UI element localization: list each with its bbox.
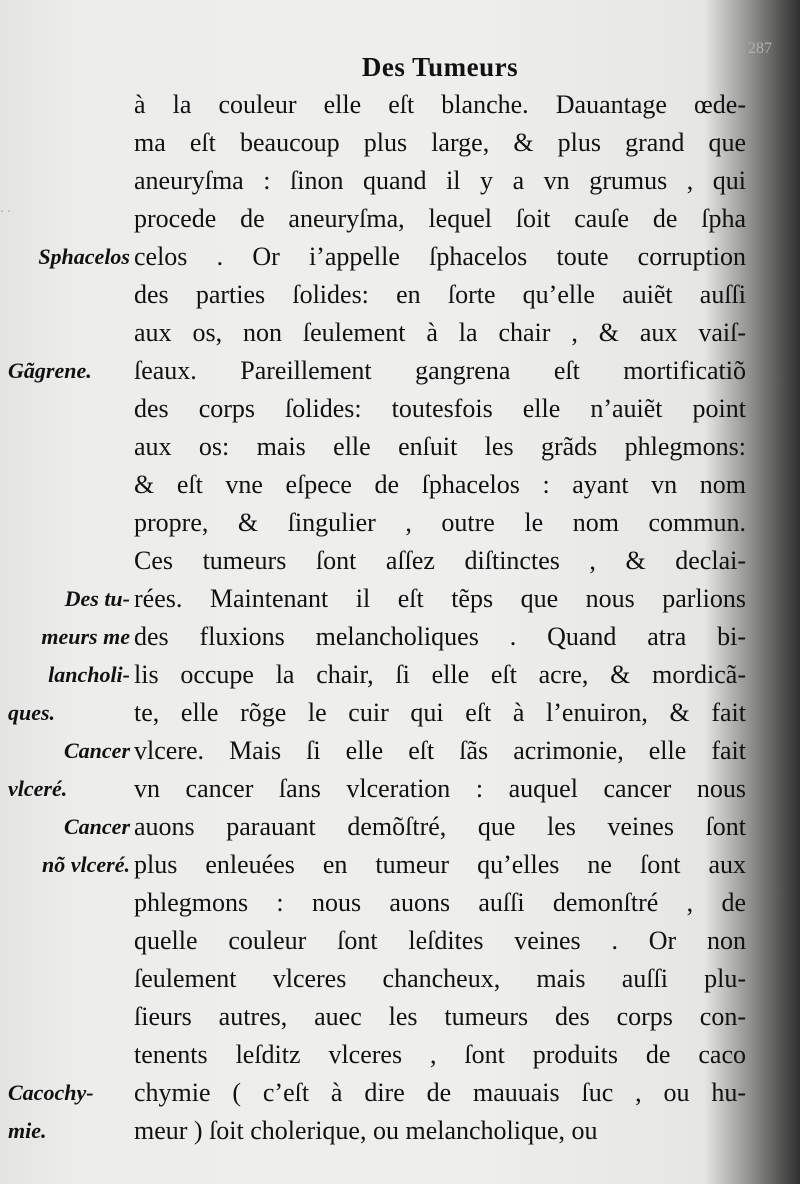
text-line: chymie ( c’eſt à dire de mauuais ſuc , ou hu- bbox=[134, 1078, 746, 1107]
margin-note: Sphacelos bbox=[38, 244, 130, 269]
text-line: à la couleur elle eſt blanche. Dauantage œde- bbox=[134, 90, 746, 119]
text-line: ma eſt beaucoup plus large, & plus grand que bbox=[134, 128, 746, 157]
text-line: quelle couleur ſont leſdites veines . Or non bbox=[134, 926, 746, 955]
text-line: te, elle rõge le cuir qui eſt à l’enuiron, & fait bbox=[134, 698, 746, 727]
text-line: & eſt vne eſpece de ſphacelos : ayant vn nom bbox=[134, 470, 746, 499]
text-line: tenents leſditz vlceres , ſont produits de caco bbox=[134, 1040, 746, 1069]
margin-note: Cacochy- bbox=[8, 1080, 94, 1105]
margin-note: Cancer bbox=[64, 738, 130, 763]
text-line: ſieurs autres, auec les tumeurs des corps con- bbox=[134, 1002, 746, 1031]
margin-note: ques. bbox=[8, 700, 56, 725]
margin-note: Des tu- bbox=[64, 586, 130, 611]
margin-note: Gãgrene. bbox=[8, 358, 92, 383]
margin-note: mie. bbox=[8, 1118, 47, 1143]
text-line: aneuryſma : ſinon quand il y a vn grumus , qui bbox=[134, 166, 746, 195]
text-line: des parties ſolides: en ſorte qu’elle auiẽt auſſi bbox=[134, 280, 746, 309]
text-line: procede de aneuryſma, lequel ſoit cauſe de ſpha bbox=[134, 204, 746, 233]
text-line: vlcere. Mais ſi elle eſt ſãs acrimonie, elle fait bbox=[134, 736, 746, 765]
text-line: meur ) ſoit cholerique, ou melancholique, ou bbox=[134, 1116, 598, 1145]
page-number: 287 bbox=[748, 40, 772, 57]
text-line: des corps ſolides: toutesfois elle n’auiẽt point bbox=[134, 394, 746, 423]
text-line: auons parauant demõſtré, que les veines ſont bbox=[134, 812, 746, 841]
text-line: rées. Maintenant il eſt tẽps que nous parlions bbox=[134, 584, 746, 613]
text-line: plus enleuées en tumeur qu’elles ne ſont aux bbox=[134, 850, 746, 879]
text-line: Ces tumeurs ſont aſſez diſtinctes , & declai- bbox=[134, 546, 746, 575]
text-line: aux os: mais elle enſuit les grãds phlegmons: bbox=[134, 432, 746, 461]
text-line: vn cancer ſans vlceration : auquel cancer nous bbox=[134, 774, 746, 803]
text-line: ſeaux. Pareillement gangrena eſt mortificatiõ bbox=[134, 356, 746, 385]
bleed-through-text: · · bbox=[0, 205, 11, 220]
margin-note: vlceré. bbox=[8, 776, 68, 801]
text-line: propre, & ſingulier , outre le nom commun. bbox=[134, 508, 746, 537]
margin-note: meurs me bbox=[41, 624, 130, 649]
text-line: phlegmons : nous auons auſſi demonſtré , de bbox=[134, 888, 746, 917]
text-line: celos . Or i’appelle ſphacelos toute corruption bbox=[134, 242, 746, 271]
text-line: des fluxions melancholiques . Quand atra bi- bbox=[134, 622, 746, 651]
margin-note: lancholi- bbox=[48, 662, 130, 687]
text-line: lis occupe la chair, ſi elle eſt acre, & mordicã- bbox=[134, 660, 746, 689]
running-head: Des Tumeurs bbox=[361, 52, 519, 82]
margin-note: Cancer bbox=[64, 814, 130, 839]
margin-note: nõ vlceré. bbox=[42, 852, 130, 877]
text-line: ſeulement vlceres chancheux, mais auſſi plu- bbox=[134, 964, 746, 993]
text-line: aux os, non ſeulement à la chair , & aux vaiſ- bbox=[134, 318, 746, 347]
